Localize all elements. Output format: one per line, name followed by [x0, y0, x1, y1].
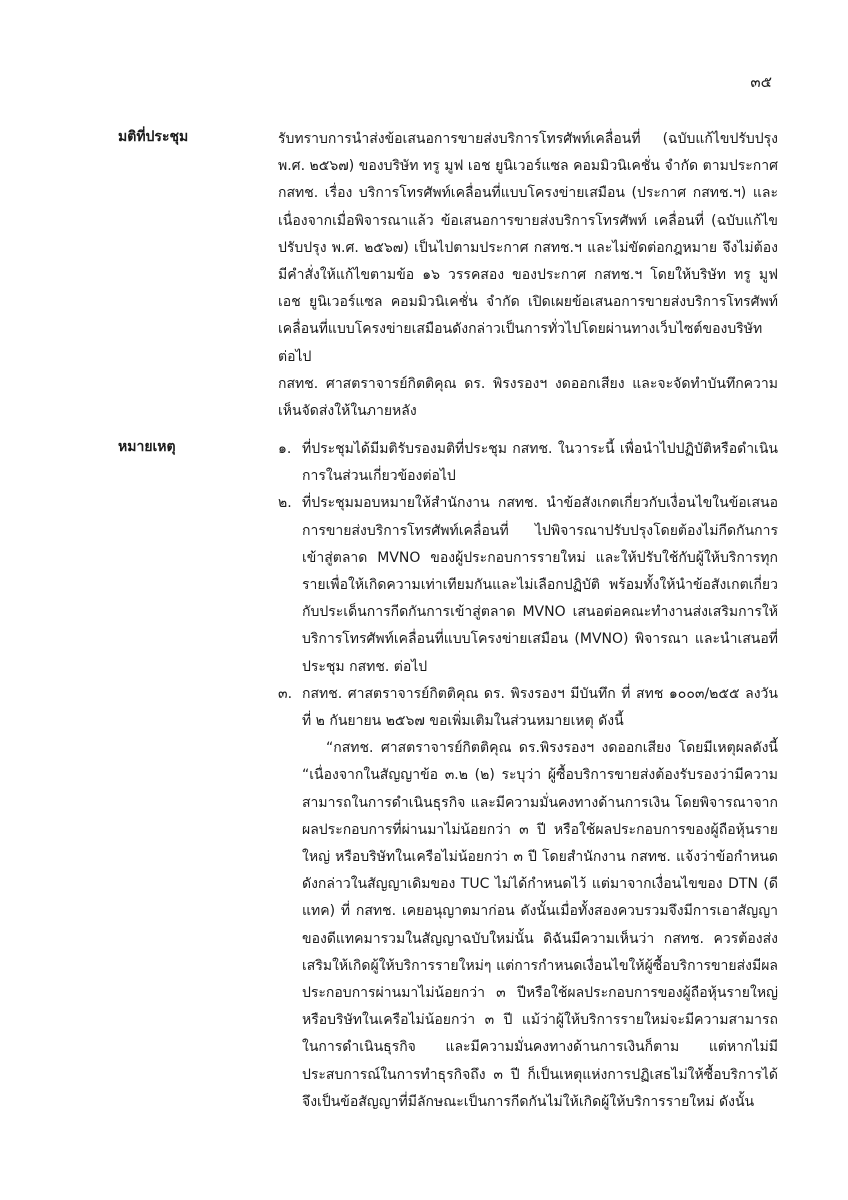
- remark-text: กสทช. ศาสตราจารย์กิตติคุณ ดร. พิรงรองฯ มีบันทึก ที่ สทช ๑๐๐๓/๒๕๕ ลงวันที่ ๒ กันยายน ๒๕๖๗ ขอเพิ่มเติมในส่วนหมายเหตุ ดังนี้: [302, 685, 778, 730]
- remark-text: ที่ประชุมได้มีมติรับรองมติที่ประชุม กสทช. ในวาระนี้ เพื่อนำไปปฏิบัติหรือดำเนินการในส่วนเกี่ยวข้องต่อไป: [302, 441, 778, 485]
- resolution-label: มติที่ประชุม: [118, 129, 189, 145]
- page-number: ๓๕: [750, 73, 772, 91]
- remark-number: ๓.: [278, 685, 293, 702]
- resolution-abstention-paragraph: กสทช. ศาสตราจารย์กิตติคุณ ดร. พิรงรองฯ งดออกเสียง และจะจัดทำบันทึกความเห็นจัดส่งให้ในภายหลัง: [278, 375, 778, 420]
- remark-number: ๑.: [278, 441, 292, 457]
- remarks-label: หมายเหตุ: [118, 439, 176, 455]
- remark-item: [278, 681, 778, 735]
- resolution-body: [278, 126, 778, 425]
- remarks-body: [278, 436, 778, 1116]
- resolution-paragraph: รับทราบการนำส่งข้อเสนอการขายส่งบริการโทรศัพท์เคลื่อนที่ (ฉบับแก้ไขปรับปรุง พ.ศ. ๒๕๖๗) ของบริษัท ทรู มูฟ เอช ยูนิเวอร์แซล คอมมิวนิเคชั่น จำกัด ตามประกาศ กสทช. เรื่อง บริการโทรศัพท์เคลื่อนที่แบบโครงข่ายเสมือน (ประกาศ กสทช.ฯ) และเนื่องจากเมื่อพิจารณาแล้ว ข้อเสนอการขายส่งบริการโทรศัพท์ เคลื่อนที่ (ฉบับแก้ไขปรับปรุง พ.ศ. ๒๕๖๗) เป็นไปตามประกาศ กสทช.ฯ และไม่ขัดต่อกฎหมาย จึงไม่ต้องมีคำสั่งให้แก้ไขตามข้อ ๑๖ วรรคสอง ของประกาศ กสทช.ฯ โดยให้บริษัท ทรู มูฟ เอช ยูนิเวอร์แซล คอมมิวนิเคชั่น จำกัด เปิดเผยข้อเสนอการขายส่งบริการโทรศัพท์เคลื่อนที่แบบโครงข่ายเสมือนดังกล่าวเป็นการทั่วไปโดยผ่านทางเว็บไซต์ของบริษัทต่อไป: [278, 131, 778, 365]
- remark-item: [278, 436, 778, 490]
- remark-quote: “กสทช. ศาสตราจารย์กิตติคุณ ดร.พิรงรองฯ งดออกเสียง โดยมีเหตุผลดังนี้ “เนื่องจากในสัญญาข้อ ๓.๒ (๒) ระบุว่า ผู้ซื้อบริการขายส่งต้องรับรองว่ามีความสามารถในการดำเนินธุรกิจ และมีความมั่นคงทางด้านการเงิน โดยพิจารณาจากผลประกอบการที่ผ่านมาไม่น้อยกว่า ๓ ปี หรือใช้ผลประกอบการของผู้ถือหุ้นรายใหญ่ หรือบริษัทในเครือไม่น้อยกว่า ๓ ปี โดยสำนักงาน กสทช. แจ้งว่าข้อกำหนดดังกล่าวในสัญญาเดิมของ TUC ไม่ได้กำหนดไว้ แต่มาจากเงื่อนไขของ DTN (ดีแทค) ที่ กสทช. เคยอนุญาตมาก่อน ดังนั้นเมื่อทั้งสองควบรวมจึงมีการเอาสัญญาของดีแทคมารวมในสัญญาฉบับใหม่นั้น ดิฉันมีความเห็นว่า กสทช. ควรต้องส่งเสริมให้เกิดผู้ให้บริการรายใหม่ๆ แต่การกำหนดเงื่อนไขให้ผู้ซื้อบริการขายส่งมีผลประกอบการผ่านมาไม่น้อยกว่า ๓ ปีหรือใช้ผลประกอบการของผู้ถือหุ้นรายใหญ่ หรือบริษัทในเครือไม่น้อยกว่า ๓ ปี แม้ว่าผู้ให้บริการรายใหม่จะมีความสามารถในการดำเนินธุรกิจ และมีความมั่นคงทางด้านการเงินก็ตาม แต่หากไม่มีประสบการณ์ในการทำธุรกิจถึง ๓ ปี ก็เป็นเหตุแห่งการปฏิเสธไม่ให้ซื้อบริการได้ จึงเป็นข้อสัญญาที่มีลักษณะเป็นการกีดกันไม่ให้เกิดผู้ให้บริการรายใหม่ ดังนั้น: [302, 740, 778, 1110]
- remark-quote-block: [278, 735, 778, 1116]
- remark-text: ที่ประชุมมอบหมายให้สำนักงาน กสทช. นำข้อสังเกตเกี่ยวกับเงื่อนไขในข้อเสนอการขายส่งบริการโทรศัพท์เคลื่อนที่ ไปพิจารณาปรับปรุงโดยต้องไม่กีดกันการเข้าสู่ตลาด MVNO ของผู้ประกอบการรายใหม่ และให้ปรับใช้กับผู้ให้บริการทุกรายเพื่อให้เกิดความเท่าเทียมกันและไม่เลือกปฏิบัติ พร้อมทั้งให้นำข้อสังเกตเกี่ยวกับประเด็นการกีดกันการเข้าสู่ตลาด MVNO เสนอต่อคณะทำงานส่งเสริมการให้บริการโทรศัพท์เคลื่อนที่แบบโครงข่ายเสมือน (MVNO) พิจารณา และนำเสนอที่ประชุม กสทช. ต่อไป: [302, 495, 778, 675]
- quote-indent-spacer: [278, 735, 302, 1116]
- remark-number: ๒.: [278, 495, 292, 512]
- remark-item: [278, 490, 778, 680]
